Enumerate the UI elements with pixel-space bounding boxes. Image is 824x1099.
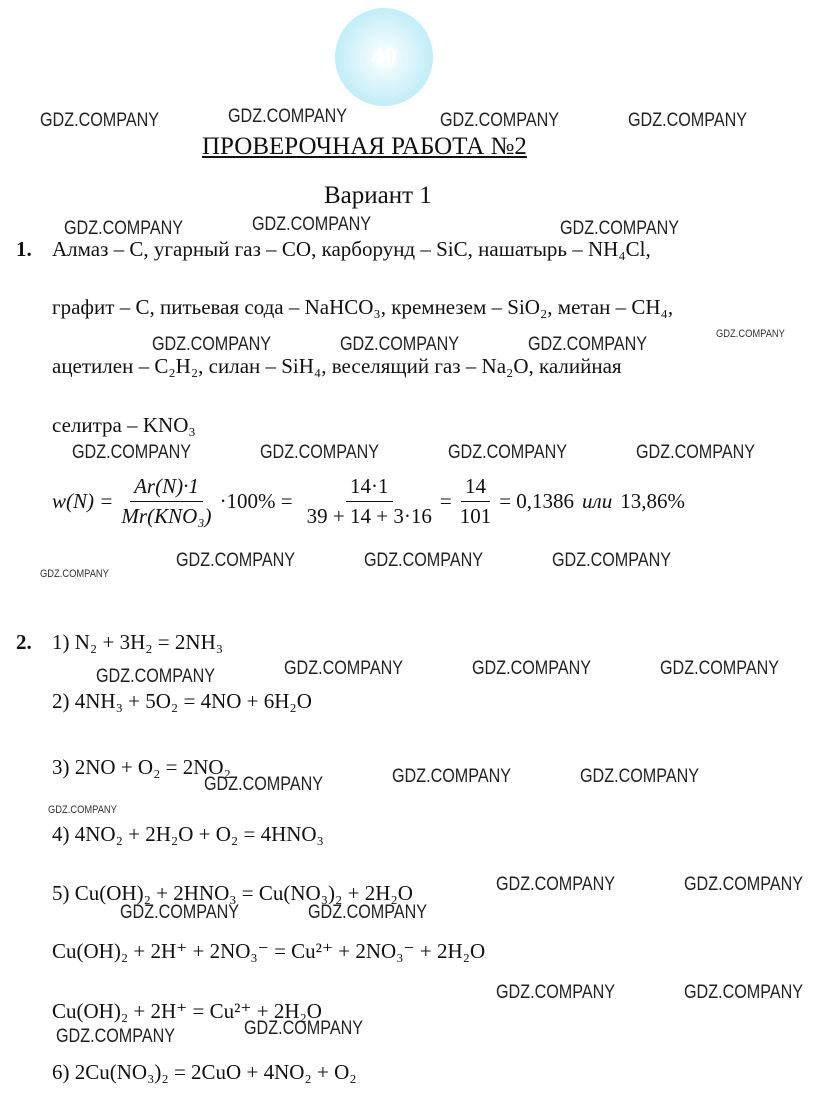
watermark: GDZ.COMPANY	[496, 982, 616, 1003]
formula-result: = 0,1386	[499, 488, 575, 513]
reaction-5: 5) Cu(OH)₂ + 2HNO₃ = Cu(NO₃)₂ + 2H₂O	[52, 881, 413, 905]
watermark: GDZ.COMPANY	[56, 1026, 176, 1047]
watermark: GDZ.COMPANY	[244, 1018, 364, 1039]
watermark: GDZ.COMPANY	[64, 218, 184, 239]
watermark: GDZ.COMPANY	[252, 214, 372, 235]
q1-line-2: графит – C, питьевая сода – NaHCO₃, кремнезем – SiO₂, метан – CH₄,	[52, 295, 674, 319]
watermark: GDZ.COMPANY	[204, 774, 324, 795]
fraction-numerator: 14	[461, 474, 490, 502]
formula-or: или	[582, 488, 613, 513]
page-title: ПРОВЕРОЧНАЯ РАБОТА №2	[202, 133, 527, 160]
reaction-5-ionic-full: Cu(OH)₂ + 2H⁺ + 2NO₃⁻ = Cu²⁺ + 2NO₃⁻ + 2H₂O	[52, 939, 486, 963]
watermark: GDZ.COMPANY	[72, 442, 192, 463]
fraction-ar-mr	[117, 474, 215, 529]
watermark: GDZ.COMPANY	[628, 110, 748, 131]
question-number-2: 2.	[16, 630, 32, 654]
formula-percent: 13,86%	[620, 488, 685, 513]
watermark-small: GDZ.COMPANY	[716, 328, 785, 340]
watermark: GDZ.COMPANY	[684, 874, 804, 895]
page-number: 40	[371, 42, 397, 71]
mass-fraction-formula	[52, 466, 685, 536]
fraction-denominator: 39 + 14 + 3·16	[306, 503, 432, 528]
watermark: GDZ.COMPANY	[284, 658, 404, 679]
watermark: GDZ.COMPANY	[552, 550, 672, 571]
reaction-4: 4) 4NO₂ + 2H₂O + O₂ = 4HNO₃	[52, 822, 324, 846]
page-number-badge	[335, 8, 433, 106]
reaction-5-ionic-short: Cu(OH)₂ + 2H⁺ = Cu²⁺ + 2H₂O	[52, 999, 322, 1023]
watermark: GDZ.COMPANY	[440, 110, 560, 131]
watermark: GDZ.COMPANY	[260, 442, 380, 463]
formula-lhs: w(N) =	[52, 488, 114, 513]
watermark: GDZ.COMPANY	[96, 666, 216, 687]
watermark: GDZ.COMPANY	[364, 550, 484, 571]
watermark: GDZ.COMPANY	[308, 902, 428, 923]
watermark: GDZ.COMPANY	[560, 218, 680, 239]
variant-heading: Вариант 1	[324, 182, 432, 209]
watermark: GDZ.COMPANY	[448, 442, 568, 463]
fraction-denominator: Mr(KNO₃)	[121, 503, 212, 528]
watermark: GDZ.COMPANY	[660, 658, 780, 679]
watermark: GDZ.COMPANY	[684, 982, 804, 1003]
watermark: GDZ.COMPANY	[228, 106, 348, 127]
reaction-3: 3) 2NO + O₂ = 2NO₂	[52, 755, 231, 779]
watermark: GDZ.COMPANY	[392, 766, 512, 787]
q1-line-3: ацетилен – C₂H₂, силан – SiH₄, веселящий газ – Na₂O, калийная	[52, 354, 622, 378]
watermark: GDZ.COMPANY	[120, 902, 240, 923]
question-number-1: 1.	[16, 237, 32, 261]
watermark: GDZ.COMPANY	[580, 766, 700, 787]
q1-line-4: селитра – KNO₃	[52, 413, 196, 437]
watermark: GDZ.COMPANY	[496, 874, 616, 895]
watermark: GDZ.COMPANY	[528, 334, 648, 355]
watermark-small: GDZ.COMPANY	[40, 568, 109, 580]
watermark: GDZ.COMPANY	[152, 334, 272, 355]
formula-multiplier: ·100% =	[219, 488, 293, 513]
watermark: GDZ.COMPANY	[636, 442, 756, 463]
fraction-denominator: 101	[459, 503, 492, 528]
watermark-small: GDZ.COMPANY	[48, 804, 117, 816]
watermark: GDZ.COMPANY	[340, 334, 460, 355]
watermark: GDZ.COMPANY	[472, 658, 592, 679]
watermark: GDZ.COMPANY	[176, 550, 296, 571]
formula-equals: =	[439, 488, 452, 513]
reaction-1: 1) N₂ + 3H₂ = 2NH₃	[52, 630, 224, 654]
reaction-6: 6) 2Cu(NO₃)₂ = 2CuO + 4NO₂ + O₂	[52, 1060, 357, 1084]
q1-line-1: Алмаз – C, угарный газ – CO, карборунд – SiC, нашатырь – NH₄Cl,	[52, 237, 651, 261]
fraction-simplified	[456, 474, 496, 529]
fraction-masses	[303, 474, 436, 529]
watermark: GDZ.COMPANY	[40, 110, 160, 131]
fraction-numerator: 14·1	[346, 474, 393, 502]
reaction-2: 2) 4NH₃ + 5O₂ = 4NO + 6H₂O	[52, 689, 312, 713]
fraction-numerator: Ar(N)·1	[130, 474, 203, 502]
